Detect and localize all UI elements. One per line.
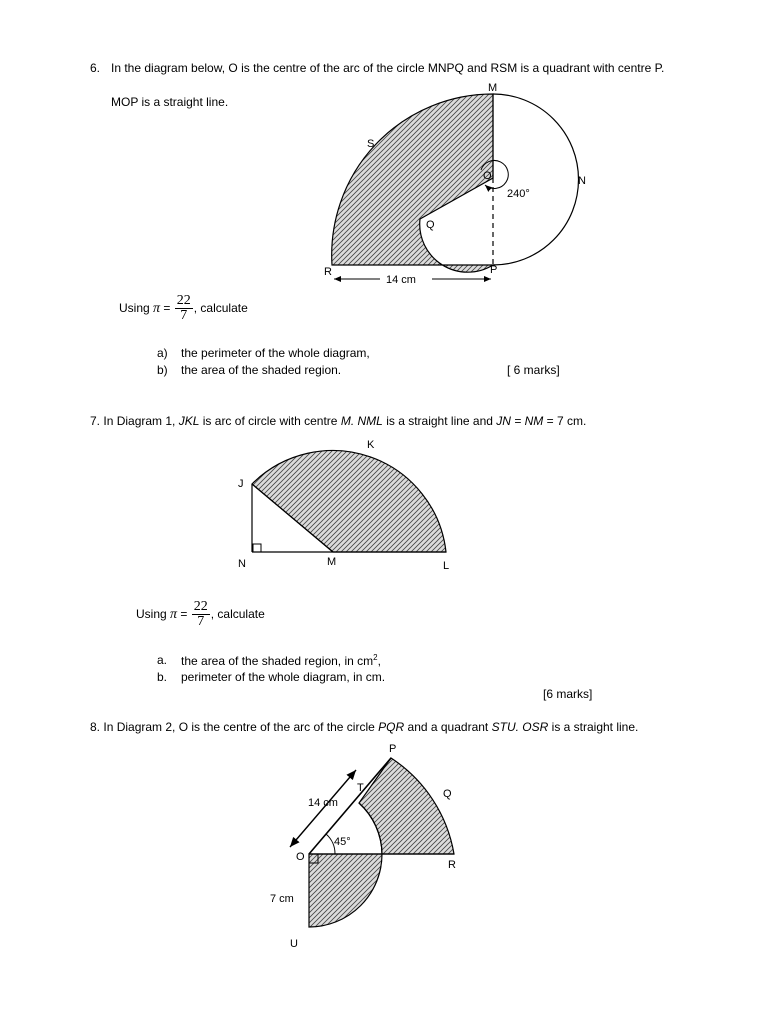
q6-label-angle: 240° bbox=[507, 188, 530, 200]
q7-number: 7. bbox=[90, 414, 101, 428]
q7-fraction bbox=[192, 600, 210, 630]
q8-diagram bbox=[262, 740, 482, 955]
q6-frac-num: 22 bbox=[176, 292, 191, 308]
q7-b-text: perimeter of the whole diagram, in cm. bbox=[181, 670, 386, 684]
q8-number: 8. bbox=[90, 720, 101, 734]
q6-label-p: P bbox=[490, 264, 498, 276]
q6-label-s: S bbox=[367, 138, 375, 150]
q7-m: M. bbox=[340, 414, 355, 428]
q7-jn-eq: JN = NM bbox=[496, 414, 544, 428]
q7-label-j: J bbox=[238, 478, 244, 490]
q7-value: = 7 cm. bbox=[546, 414, 587, 428]
q8-osr: OSR bbox=[522, 720, 549, 734]
q7-a-text: the area of the shaded region, in cm bbox=[181, 654, 374, 668]
q7-a-end: , bbox=[377, 654, 381, 668]
q7-shaded-region bbox=[252, 451, 446, 552]
q7-arc-text: is arc of circle with centre bbox=[202, 414, 338, 428]
q6-label-n: N bbox=[578, 175, 586, 187]
q8-label-r: R bbox=[448, 859, 456, 871]
q6-a-text: the perimeter of the whole diagram, bbox=[181, 346, 370, 360]
q7-in-diagram: In Diagram 1, bbox=[103, 414, 176, 428]
q7-frac-num: 22 bbox=[193, 598, 208, 614]
q7-diagram bbox=[232, 436, 462, 576]
q6-frac-den: 7 bbox=[180, 308, 188, 324]
q7-a-label: a. bbox=[157, 653, 168, 667]
q6-label-o: O bbox=[483, 170, 492, 182]
q8-in-diagram: In Diagram 2, O is the centre of the arc of the circle bbox=[103, 720, 375, 734]
q7-a-sup: 2 bbox=[373, 653, 378, 662]
q7-jkl: JKL bbox=[178, 414, 200, 428]
q7-straight-text: is a straight line and bbox=[386, 414, 493, 428]
q7-text bbox=[90, 414, 586, 428]
q8-end-text: is a straight line. bbox=[551, 720, 639, 734]
q7-marks: [6 marks] bbox=[543, 687, 593, 701]
q7-nml: NML bbox=[357, 414, 383, 428]
q6-line2: MOP is a straight line. bbox=[111, 95, 229, 109]
q7-right-angle bbox=[253, 544, 261, 552]
q7-using-post: , calculate bbox=[210, 607, 265, 621]
q6-using-eq: = bbox=[163, 301, 171, 315]
q8-and-text: and a quadrant bbox=[407, 720, 489, 734]
q7-b-label: b. bbox=[157, 670, 168, 684]
q8-text bbox=[90, 720, 638, 734]
q8-label-q: Q bbox=[443, 788, 452, 800]
q8-label-u: U bbox=[290, 938, 298, 950]
q6-a-label: a) bbox=[157, 346, 168, 360]
q7-using-eq: = bbox=[180, 607, 188, 621]
q6-fraction bbox=[175, 294, 193, 324]
q8-label-o: O bbox=[296, 851, 305, 863]
q6-b-label: b) bbox=[157, 363, 168, 377]
q8-label-t: T bbox=[357, 782, 364, 794]
q8-label-p: P bbox=[389, 743, 397, 755]
q7-using-pre: Using bbox=[136, 607, 167, 621]
q7-frac-den: 7 bbox=[197, 614, 205, 630]
pi-symbol: π bbox=[153, 301, 161, 316]
q6-label-q: Q bbox=[426, 219, 435, 231]
q6-using-post: , calculate bbox=[193, 301, 248, 315]
q6-marks: [ 6 marks] bbox=[507, 363, 560, 377]
q6-label-length: 14 cm bbox=[386, 274, 416, 286]
q8-shaded-quadrant bbox=[309, 854, 382, 927]
pi-symbol: π bbox=[170, 607, 178, 622]
q7-label-k: K bbox=[367, 439, 375, 451]
q6-using-pre: Using bbox=[119, 301, 150, 315]
q6-label-m: M bbox=[488, 82, 498, 94]
q6-number: 6. bbox=[90, 61, 101, 75]
q6-b-text: the area of the shaded region. bbox=[181, 363, 342, 377]
q8-stu: STU. bbox=[491, 720, 519, 734]
q6-diagram bbox=[310, 78, 600, 293]
q6-semicircle-mnp bbox=[493, 94, 579, 265]
q7-a-text-line bbox=[181, 653, 381, 668]
q6-using bbox=[119, 290, 248, 327]
q7-label-l: L bbox=[443, 560, 450, 572]
q6-label-r: R bbox=[324, 266, 332, 278]
q6-line1: In the diagram below, O is the centre of the arc of the circle MNPQ and RSM is a quadrant with centre P. bbox=[111, 61, 665, 75]
q8-label-45: 45° bbox=[334, 836, 351, 848]
q6-shaded-region bbox=[332, 94, 493, 272]
q8-label-14cm: 14 cm bbox=[308, 797, 338, 809]
q7-label-m: M bbox=[327, 556, 337, 568]
q8-pqr: PQR bbox=[378, 720, 405, 734]
q7-label-n: N bbox=[238, 558, 246, 570]
q7-using bbox=[136, 596, 265, 633]
q8-shaded-big bbox=[359, 758, 454, 854]
q8-label-7cm: 7 cm bbox=[270, 893, 294, 905]
